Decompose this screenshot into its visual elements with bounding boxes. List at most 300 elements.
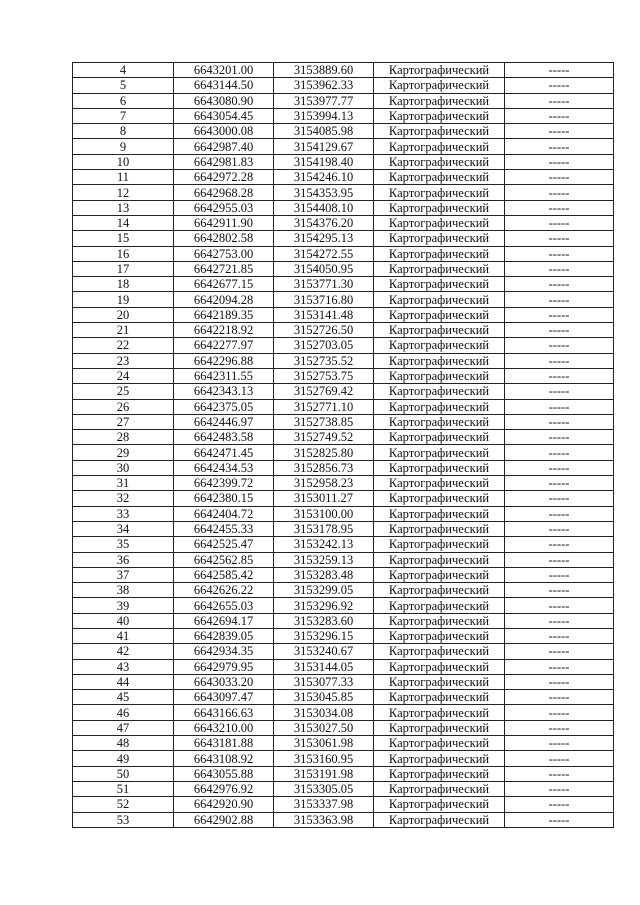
x-coordinate-cell: 6642343.13 [174, 384, 274, 399]
note-cell: ----- [505, 307, 614, 322]
table-row [73, 736, 614, 751]
point-number-cell: 26 [73, 399, 174, 414]
table-row [73, 368, 614, 383]
table-row [73, 93, 614, 108]
x-coordinate-cell: 6642721.85 [174, 261, 274, 276]
y-coordinate-cell: 3154295.13 [274, 231, 374, 246]
x-coordinate-cell: 6642446.97 [174, 414, 274, 429]
method-cell: Картографический [374, 491, 505, 506]
table-row [73, 674, 614, 689]
note-cell: ----- [505, 781, 614, 796]
table-row [73, 323, 614, 338]
note-cell: ----- [505, 583, 614, 598]
y-coordinate-cell: 3152753.75 [274, 368, 374, 383]
table-row [73, 781, 614, 796]
x-coordinate-cell: 6642677.15 [174, 277, 274, 292]
method-cell: Картографический [374, 170, 505, 185]
x-coordinate-cell: 6642955.03 [174, 200, 274, 215]
point-number-cell: 21 [73, 323, 174, 338]
point-number-cell: 13 [73, 200, 174, 215]
y-coordinate-cell: 3152771.10 [274, 399, 374, 414]
table-row [73, 215, 614, 230]
y-coordinate-cell: 3153191.98 [274, 766, 374, 781]
point-number-cell: 19 [73, 292, 174, 307]
table-row [73, 644, 614, 659]
y-coordinate-cell: 3154198.40 [274, 154, 374, 169]
x-coordinate-cell: 6642655.03 [174, 598, 274, 613]
y-coordinate-cell: 3152769.42 [274, 384, 374, 399]
note-cell: ----- [505, 705, 614, 720]
x-coordinate-cell: 6643054.45 [174, 108, 274, 123]
note-cell: ----- [505, 323, 614, 338]
x-coordinate-cell: 6642911.90 [174, 215, 274, 230]
note-cell: ----- [505, 674, 614, 689]
point-number-cell: 43 [73, 659, 174, 674]
point-number-cell: 39 [73, 598, 174, 613]
x-coordinate-cell: 6643201.00 [174, 63, 274, 78]
method-cell: Картографический [374, 613, 505, 628]
method-cell: Картографический [374, 63, 505, 78]
method-cell: Картографический [374, 353, 505, 368]
method-cell: Картографический [374, 124, 505, 139]
method-cell: Картографический [374, 766, 505, 781]
x-coordinate-cell: 6643108.92 [174, 751, 274, 766]
coordinates-table [72, 62, 614, 828]
note-cell: ----- [505, 613, 614, 628]
y-coordinate-cell: 3153296.15 [274, 628, 374, 643]
table-row [73, 628, 614, 643]
method-cell: Картографический [374, 154, 505, 169]
table-row [73, 521, 614, 536]
method-cell: Картографический [374, 430, 505, 445]
table-row [73, 720, 614, 735]
method-cell: Картографический [374, 659, 505, 674]
table-row [73, 506, 614, 521]
x-coordinate-cell: 6643097.47 [174, 690, 274, 705]
note-cell: ----- [505, 200, 614, 215]
note-cell: ----- [505, 215, 614, 230]
x-coordinate-cell: 6642562.85 [174, 552, 274, 567]
point-number-cell: 53 [73, 812, 174, 827]
y-coordinate-cell: 3153160.95 [274, 751, 374, 766]
note-cell: ----- [505, 108, 614, 123]
note-cell: ----- [505, 445, 614, 460]
x-coordinate-cell: 6642525.47 [174, 537, 274, 552]
y-coordinate-cell: 3153889.60 [274, 63, 374, 78]
x-coordinate-cell: 6642585.42 [174, 567, 274, 582]
x-coordinate-cell: 6643055.88 [174, 766, 274, 781]
point-number-cell: 44 [73, 674, 174, 689]
table-row [73, 812, 614, 827]
table-row [73, 277, 614, 292]
point-number-cell: 51 [73, 781, 174, 796]
note-cell: ----- [505, 430, 614, 445]
x-coordinate-cell: 6643210.00 [174, 720, 274, 735]
method-cell: Картографический [374, 797, 505, 812]
x-coordinate-cell: 6642694.17 [174, 613, 274, 628]
point-number-cell: 5 [73, 78, 174, 93]
x-coordinate-cell: 6643000.08 [174, 124, 274, 139]
table-row [73, 583, 614, 598]
table-row [73, 476, 614, 491]
point-number-cell: 42 [73, 644, 174, 659]
point-number-cell: 32 [73, 491, 174, 506]
method-cell: Картографический [374, 307, 505, 322]
y-coordinate-cell: 3154376.20 [274, 215, 374, 230]
method-cell: Картографический [374, 231, 505, 246]
point-number-cell: 37 [73, 567, 174, 582]
x-coordinate-cell: 6642976.92 [174, 781, 274, 796]
note-cell: ----- [505, 384, 614, 399]
y-coordinate-cell: 3153296.92 [274, 598, 374, 613]
x-coordinate-cell: 6642987.40 [174, 139, 274, 154]
y-coordinate-cell: 3154408.10 [274, 200, 374, 215]
y-coordinate-cell: 3153141.48 [274, 307, 374, 322]
point-number-cell: 46 [73, 705, 174, 720]
note-cell: ----- [505, 720, 614, 735]
note-cell: ----- [505, 170, 614, 185]
y-coordinate-cell: 3153045.85 [274, 690, 374, 705]
table-row [73, 338, 614, 353]
point-number-cell: 47 [73, 720, 174, 735]
x-coordinate-cell: 6642626.22 [174, 583, 274, 598]
method-cell: Картографический [374, 261, 505, 276]
x-coordinate-cell: 6642311.55 [174, 368, 274, 383]
note-cell: ----- [505, 154, 614, 169]
note-cell: ----- [505, 277, 614, 292]
y-coordinate-cell: 3153034.08 [274, 705, 374, 720]
table-row [73, 292, 614, 307]
point-number-cell: 29 [73, 445, 174, 460]
table-row [73, 705, 614, 720]
y-coordinate-cell: 3153011.27 [274, 491, 374, 506]
method-cell: Картографический [374, 506, 505, 521]
y-coordinate-cell: 3152856.73 [274, 460, 374, 475]
point-number-cell: 41 [73, 628, 174, 643]
table-row [73, 384, 614, 399]
note-cell: ----- [505, 139, 614, 154]
table-row [73, 690, 614, 705]
table-row [73, 613, 614, 628]
point-number-cell: 34 [73, 521, 174, 536]
point-number-cell: 17 [73, 261, 174, 276]
point-number-cell: 25 [73, 384, 174, 399]
y-coordinate-cell: 3153061.98 [274, 736, 374, 751]
x-coordinate-cell: 6642404.72 [174, 506, 274, 521]
y-coordinate-cell: 3153283.60 [274, 613, 374, 628]
y-coordinate-cell: 3153994.13 [274, 108, 374, 123]
method-cell: Картографический [374, 583, 505, 598]
table-row [73, 399, 614, 414]
table-row [73, 414, 614, 429]
method-cell: Картографический [374, 368, 505, 383]
point-number-cell: 35 [73, 537, 174, 552]
x-coordinate-cell: 6642934.35 [174, 644, 274, 659]
table-row [73, 430, 614, 445]
note-cell: ----- [505, 124, 614, 139]
point-number-cell: 24 [73, 368, 174, 383]
method-cell: Картографический [374, 399, 505, 414]
method-cell: Картографический [374, 292, 505, 307]
point-number-cell: 49 [73, 751, 174, 766]
method-cell: Картографический [374, 384, 505, 399]
y-coordinate-cell: 3154085.98 [274, 124, 374, 139]
note-cell: ----- [505, 797, 614, 812]
method-cell: Картографический [374, 598, 505, 613]
method-cell: Картографический [374, 690, 505, 705]
table-row [73, 108, 614, 123]
point-number-cell: 30 [73, 460, 174, 475]
note-cell: ----- [505, 414, 614, 429]
method-cell: Картографический [374, 751, 505, 766]
y-coordinate-cell: 3154246.10 [274, 170, 374, 185]
x-coordinate-cell: 6643033.20 [174, 674, 274, 689]
table-row [73, 78, 614, 93]
x-coordinate-cell: 6642753.00 [174, 246, 274, 261]
table-row [73, 139, 614, 154]
x-coordinate-cell: 6642471.45 [174, 445, 274, 460]
table-row [73, 598, 614, 613]
x-coordinate-cell: 6642839.05 [174, 628, 274, 643]
point-number-cell: 23 [73, 353, 174, 368]
x-coordinate-cell: 6642189.35 [174, 307, 274, 322]
y-coordinate-cell: 3153337.98 [274, 797, 374, 812]
point-number-cell: 15 [73, 231, 174, 246]
y-coordinate-cell: 3154129.67 [274, 139, 374, 154]
method-cell: Картографический [374, 705, 505, 720]
point-number-cell: 52 [73, 797, 174, 812]
method-cell: Картографический [374, 338, 505, 353]
point-number-cell: 36 [73, 552, 174, 567]
note-cell: ----- [505, 476, 614, 491]
x-coordinate-cell: 6642380.15 [174, 491, 274, 506]
y-coordinate-cell: 3152958.23 [274, 476, 374, 491]
note-cell: ----- [505, 812, 614, 827]
note-cell: ----- [505, 552, 614, 567]
table-row [73, 460, 614, 475]
method-cell: Картографический [374, 246, 505, 261]
method-cell: Картографический [374, 414, 505, 429]
coordinates-table-body [73, 63, 614, 828]
table-row [73, 766, 614, 781]
x-coordinate-cell: 6642296.88 [174, 353, 274, 368]
method-cell: Картографический [374, 567, 505, 582]
point-number-cell: 16 [73, 246, 174, 261]
method-cell: Картографический [374, 736, 505, 751]
y-coordinate-cell: 3153178.95 [274, 521, 374, 536]
y-coordinate-cell: 3154050.95 [274, 261, 374, 276]
method-cell: Картографический [374, 628, 505, 643]
method-cell: Картографический [374, 552, 505, 567]
y-coordinate-cell: 3153259.13 [274, 552, 374, 567]
table-row [73, 170, 614, 185]
y-coordinate-cell: 3152749.52 [274, 430, 374, 445]
method-cell: Картографический [374, 185, 505, 200]
note-cell: ----- [505, 644, 614, 659]
note-cell: ----- [505, 185, 614, 200]
note-cell: ----- [505, 537, 614, 552]
x-coordinate-cell: 6642920.90 [174, 797, 274, 812]
table-row [73, 445, 614, 460]
note-cell: ----- [505, 231, 614, 246]
point-number-cell: 31 [73, 476, 174, 491]
point-number-cell: 40 [73, 613, 174, 628]
x-coordinate-cell: 6643181.88 [174, 736, 274, 751]
note-cell: ----- [505, 736, 614, 751]
y-coordinate-cell: 3153283.48 [274, 567, 374, 582]
note-cell: ----- [505, 460, 614, 475]
point-number-cell: 38 [73, 583, 174, 598]
point-number-cell: 20 [73, 307, 174, 322]
y-coordinate-cell: 3153027.50 [274, 720, 374, 735]
note-cell: ----- [505, 506, 614, 521]
x-coordinate-cell: 6642455.33 [174, 521, 274, 536]
note-cell: ----- [505, 338, 614, 353]
x-coordinate-cell: 6643080.90 [174, 93, 274, 108]
point-number-cell: 8 [73, 124, 174, 139]
table-row [73, 185, 614, 200]
x-coordinate-cell: 6642483.58 [174, 430, 274, 445]
table-row [73, 231, 614, 246]
method-cell: Картографический [374, 215, 505, 230]
point-number-cell: 18 [73, 277, 174, 292]
y-coordinate-cell: 3153962.33 [274, 78, 374, 93]
method-cell: Картографический [374, 460, 505, 475]
y-coordinate-cell: 3152735.52 [274, 353, 374, 368]
point-number-cell: 27 [73, 414, 174, 429]
table-row [73, 200, 614, 215]
x-coordinate-cell: 6642218.92 [174, 323, 274, 338]
method-cell: Картографический [374, 644, 505, 659]
point-number-cell: 28 [73, 430, 174, 445]
x-coordinate-cell: 6642277.97 [174, 338, 274, 353]
method-cell: Картографический [374, 781, 505, 796]
y-coordinate-cell: 3152703.05 [274, 338, 374, 353]
method-cell: Картографический [374, 720, 505, 735]
y-coordinate-cell: 3153771.30 [274, 277, 374, 292]
method-cell: Картографический [374, 521, 505, 536]
method-cell: Картографический [374, 445, 505, 460]
note-cell: ----- [505, 63, 614, 78]
table-row [73, 63, 614, 78]
table-row [73, 261, 614, 276]
note-cell: ----- [505, 246, 614, 261]
table-row [73, 537, 614, 552]
note-cell: ----- [505, 399, 614, 414]
x-coordinate-cell: 6642902.88 [174, 812, 274, 827]
x-coordinate-cell: 6642972.28 [174, 170, 274, 185]
y-coordinate-cell: 3153363.98 [274, 812, 374, 827]
y-coordinate-cell: 3153305.05 [274, 781, 374, 796]
method-cell: Картографический [374, 476, 505, 491]
y-coordinate-cell: 3154272.55 [274, 246, 374, 261]
point-number-cell: 50 [73, 766, 174, 781]
y-coordinate-cell: 3153077.33 [274, 674, 374, 689]
method-cell: Картографический [374, 108, 505, 123]
note-cell: ----- [505, 690, 614, 705]
point-number-cell: 45 [73, 690, 174, 705]
method-cell: Картографический [374, 277, 505, 292]
table-row [73, 552, 614, 567]
y-coordinate-cell: 3153716.80 [274, 292, 374, 307]
y-coordinate-cell: 3152726.50 [274, 323, 374, 338]
method-cell: Картографический [374, 200, 505, 215]
point-number-cell: 14 [73, 215, 174, 230]
x-coordinate-cell: 6643166.63 [174, 705, 274, 720]
y-coordinate-cell: 3153240.67 [274, 644, 374, 659]
method-cell: Картографический [374, 537, 505, 552]
x-coordinate-cell: 6642981.83 [174, 154, 274, 169]
point-number-cell: 4 [73, 63, 174, 78]
table-row [73, 797, 614, 812]
note-cell: ----- [505, 628, 614, 643]
point-number-cell: 12 [73, 185, 174, 200]
table-row [73, 246, 614, 261]
point-number-cell: 7 [73, 108, 174, 123]
y-coordinate-cell: 3152738.85 [274, 414, 374, 429]
note-cell: ----- [505, 353, 614, 368]
y-coordinate-cell: 3153100.00 [274, 506, 374, 521]
note-cell: ----- [505, 261, 614, 276]
table-row [73, 491, 614, 506]
note-cell: ----- [505, 368, 614, 383]
method-cell: Картографический [374, 78, 505, 93]
y-coordinate-cell: 3153242.13 [274, 537, 374, 552]
table-row [73, 567, 614, 582]
note-cell: ----- [505, 93, 614, 108]
x-coordinate-cell: 6642968.28 [174, 185, 274, 200]
point-number-cell: 48 [73, 736, 174, 751]
point-number-cell: 6 [73, 93, 174, 108]
note-cell: ----- [505, 292, 614, 307]
point-number-cell: 9 [73, 139, 174, 154]
table-row [73, 659, 614, 674]
y-coordinate-cell: 3153144.05 [274, 659, 374, 674]
y-coordinate-cell: 3153299.05 [274, 583, 374, 598]
note-cell: ----- [505, 491, 614, 506]
method-cell: Картографический [374, 812, 505, 827]
table-row [73, 124, 614, 139]
y-coordinate-cell: 3154353.95 [274, 185, 374, 200]
x-coordinate-cell: 6642375.05 [174, 399, 274, 414]
x-coordinate-cell: 6642399.72 [174, 476, 274, 491]
note-cell: ----- [505, 659, 614, 674]
note-cell: ----- [505, 78, 614, 93]
note-cell: ----- [505, 567, 614, 582]
point-number-cell: 22 [73, 338, 174, 353]
method-cell: Картографический [374, 674, 505, 689]
note-cell: ----- [505, 521, 614, 536]
table-row [73, 307, 614, 322]
method-cell: Картографический [374, 323, 505, 338]
x-coordinate-cell: 6643144.50 [174, 78, 274, 93]
note-cell: ----- [505, 751, 614, 766]
y-coordinate-cell: 3152825.80 [274, 445, 374, 460]
table-row [73, 353, 614, 368]
method-cell: Картографический [374, 93, 505, 108]
table-row [73, 751, 614, 766]
method-cell: Картографический [374, 139, 505, 154]
point-number-cell: 10 [73, 154, 174, 169]
x-coordinate-cell: 6642094.28 [174, 292, 274, 307]
note-cell: ----- [505, 598, 614, 613]
x-coordinate-cell: 6642802.58 [174, 231, 274, 246]
point-number-cell: 33 [73, 506, 174, 521]
table-row [73, 154, 614, 169]
y-coordinate-cell: 3153977.77 [274, 93, 374, 108]
note-cell: ----- [505, 766, 614, 781]
x-coordinate-cell: 6642434.53 [174, 460, 274, 475]
